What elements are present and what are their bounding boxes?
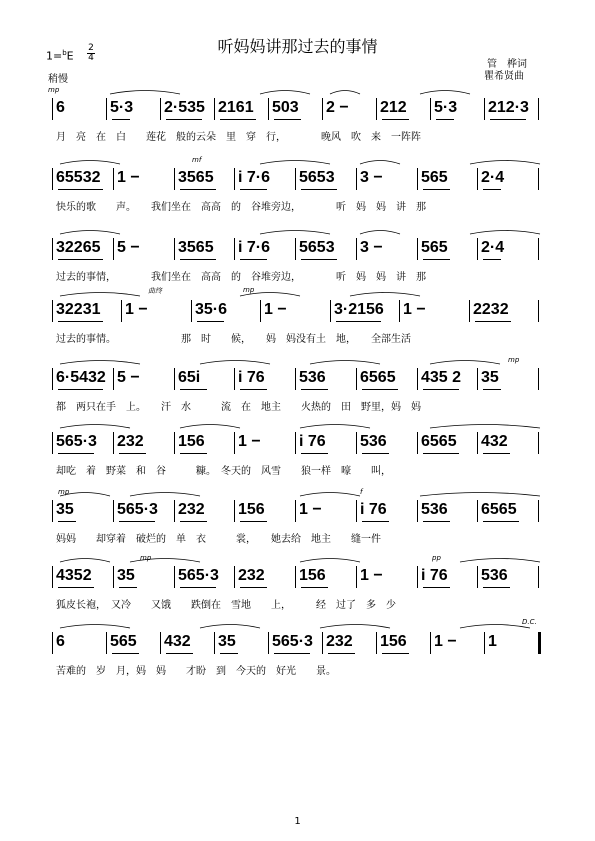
- bar-line: [174, 500, 175, 522]
- note-group: 503: [272, 99, 299, 116]
- bar-line: [113, 368, 114, 390]
- dynamic-mark: mp: [58, 488, 70, 496]
- note-group: 1 −: [434, 633, 457, 650]
- note-group: 232: [117, 433, 144, 450]
- note-group: 432: [164, 633, 191, 650]
- bar-line: [399, 300, 400, 322]
- beam-line: [119, 453, 146, 454]
- bar-line: [268, 98, 269, 120]
- bar-line: [121, 300, 122, 322]
- bar-line: [295, 500, 296, 522]
- bar-line: [174, 168, 175, 190]
- slur-arc: [420, 91, 470, 95]
- note-group: 32231: [56, 301, 101, 318]
- beam-line: [240, 587, 267, 588]
- note-group: 565·3: [272, 633, 313, 650]
- note-group: 1 −: [117, 169, 140, 186]
- key-note: E: [66, 49, 74, 63]
- note-group: 232: [326, 633, 353, 650]
- bar-line: [106, 632, 107, 654]
- bar-line: [52, 98, 53, 120]
- beam-line: [423, 259, 450, 260]
- note-group: 5 −: [117, 369, 140, 386]
- note-group: 3 −: [360, 169, 383, 186]
- beam-line: [240, 259, 267, 260]
- note-group: 3 −: [360, 239, 383, 256]
- beam-line: [112, 119, 130, 120]
- note-group: 6: [56, 633, 65, 650]
- note-group: 5·3: [110, 99, 134, 116]
- bar-line: [356, 168, 357, 190]
- beam-line: [483, 389, 501, 390]
- lyric-line: 妈妈 却穿着 破烂的 单 衣 裳， 她去给 地主 缝一件: [56, 534, 381, 545]
- tempo-marking: 稍慢: [48, 74, 68, 85]
- bar-line: [417, 566, 418, 588]
- note-group: 35: [117, 567, 135, 584]
- bar-line: [469, 300, 470, 322]
- beam-line: [220, 653, 238, 654]
- dynamic-mark: mf: [192, 156, 202, 164]
- beam-line: [58, 389, 103, 390]
- beam-line: [475, 321, 511, 322]
- note-group: 3·2156: [334, 301, 384, 318]
- note-group: 2161: [218, 99, 254, 116]
- bar-line: [477, 168, 478, 190]
- bar-line: [417, 432, 418, 454]
- note-group: 156: [178, 433, 205, 450]
- beam-line: [166, 653, 193, 654]
- beam-line: [483, 259, 501, 260]
- bar-line: [113, 500, 114, 522]
- bar-line: [160, 98, 161, 120]
- bar-line: [106, 98, 107, 120]
- bar-line: [160, 632, 161, 654]
- bar-line: [214, 632, 215, 654]
- bar-line: [356, 500, 357, 522]
- beam-line: [423, 453, 459, 454]
- bar-line: [295, 432, 296, 454]
- bar-line: [322, 98, 323, 120]
- bar-line: [538, 566, 539, 588]
- note-group: 5 −: [117, 239, 140, 256]
- bar-line: [234, 238, 235, 260]
- note-group: 1 −: [125, 301, 148, 318]
- song-title: 听妈妈讲那过去的事情: [217, 37, 378, 56]
- beam-line: [362, 521, 389, 522]
- dynamic-mark: mp: [508, 356, 520, 364]
- note-group: 565: [421, 169, 448, 186]
- beam-line: [483, 453, 510, 454]
- note-group: 3565: [178, 169, 214, 186]
- bar-line: [113, 566, 114, 588]
- note-group: 3565: [178, 239, 214, 256]
- bar-line: [356, 368, 357, 390]
- note-group: i 7·6: [238, 169, 271, 186]
- bar-line: [52, 500, 53, 522]
- note-group: 156: [380, 633, 407, 650]
- slur-arc: [110, 91, 180, 95]
- beam-line: [58, 259, 103, 260]
- bar-line: [191, 300, 192, 322]
- note-group: 35: [218, 633, 236, 650]
- note-group: 6565: [481, 501, 517, 518]
- bar-line: [295, 368, 296, 390]
- note-group: 156: [238, 501, 265, 518]
- note-group: 1 −: [238, 433, 261, 450]
- note-group: i 76: [421, 567, 448, 584]
- bar-line: [538, 98, 539, 120]
- bar-line: [477, 566, 478, 588]
- bar-line: [174, 432, 175, 454]
- bar-line: [330, 300, 331, 322]
- bar-line: [538, 300, 539, 322]
- bar-line: [295, 566, 296, 588]
- meter-top: 2: [88, 43, 94, 53]
- bar-line: [356, 432, 357, 454]
- beam-line: [382, 119, 409, 120]
- beam-line: [483, 587, 510, 588]
- bar-line: [260, 300, 261, 322]
- bar-line: [430, 632, 431, 654]
- bar-line: [52, 632, 53, 654]
- bar-line: [113, 432, 114, 454]
- bar-line: [417, 168, 418, 190]
- beam-line: [180, 453, 207, 454]
- bar-line: [52, 566, 53, 588]
- note-group: 65i: [178, 369, 201, 386]
- beam-line: [301, 453, 328, 454]
- beam-line: [58, 521, 76, 522]
- beam-line: [166, 119, 202, 120]
- bar-line: [538, 238, 539, 260]
- beam-line: [336, 321, 381, 322]
- lyric-line: 快乐的歌 声。 我们坐在 高高 的 谷堆旁边， 听 妈 妈 讲 那: [56, 202, 426, 213]
- bar-line: [52, 168, 53, 190]
- note-group: 536: [481, 567, 508, 584]
- bar-line: [538, 432, 539, 454]
- note-group: 565: [110, 633, 137, 650]
- note-group: 536: [421, 501, 448, 518]
- bar-line: [174, 368, 175, 390]
- beam-line: [423, 189, 450, 190]
- slur-arc: [260, 91, 310, 95]
- bar-line: [52, 300, 53, 322]
- bar-line: [52, 238, 53, 260]
- note-group: 35·6: [195, 301, 228, 318]
- beam-line: [180, 189, 216, 190]
- beam-line: [240, 389, 267, 390]
- note-group: 2·4: [481, 169, 505, 186]
- bar-line: [376, 98, 377, 120]
- beam-line: [423, 587, 450, 588]
- dynamic-mark: f: [360, 488, 363, 496]
- beam-line: [328, 653, 355, 654]
- bar-line: [484, 632, 485, 654]
- bar-line: [417, 238, 418, 260]
- bar-line: [52, 368, 53, 390]
- note-group: 156: [299, 567, 326, 584]
- slur-arc: [330, 91, 360, 95]
- beam-line: [180, 587, 216, 588]
- note-group: 1 −: [360, 567, 383, 584]
- bar-line: [376, 632, 377, 654]
- beam-line: [240, 521, 267, 522]
- key-signature: [46, 49, 74, 63]
- bar-line: [484, 98, 485, 120]
- note-group: 4352: [56, 567, 92, 584]
- note-group: 6565: [421, 433, 457, 450]
- beam-line: [301, 259, 337, 260]
- beam-line: [301, 189, 337, 190]
- beam-line: [483, 521, 519, 522]
- note-group: 536: [299, 369, 326, 386]
- beam-line: [362, 389, 398, 390]
- bar-line: [477, 368, 478, 390]
- dynamic-mark: 曲终: [148, 287, 162, 295]
- bar-line: [174, 566, 175, 588]
- lyric-line: 过去的事情。 那 时 候， 妈 妈没有土 地， 全部生活: [56, 334, 411, 345]
- lyric-line: 苦难的 岁 月，妈 妈 才盼 到 今天的 好光 景。: [56, 666, 336, 677]
- note-group: 212: [380, 99, 407, 116]
- note-group: 432: [481, 433, 508, 450]
- beam-line: [382, 653, 409, 654]
- note-group: 1 −: [264, 301, 287, 318]
- note-group: 1 −: [299, 501, 322, 518]
- note-group: 565·3: [56, 433, 97, 450]
- bar-line: [417, 368, 418, 390]
- bar-line: [234, 566, 235, 588]
- note-group: 6·5432: [56, 369, 106, 386]
- beam-line: [301, 389, 328, 390]
- composer-credit: 瞿希贤曲: [484, 71, 524, 82]
- bar-line: [477, 238, 478, 260]
- note-group: 5653: [299, 169, 335, 186]
- beam-line: [423, 389, 459, 390]
- beam-line: [180, 521, 207, 522]
- beam-line: [240, 189, 267, 190]
- note-group: 435 2: [421, 369, 462, 386]
- beam-line: [483, 189, 501, 190]
- meter-bottom: 4: [88, 53, 94, 63]
- beam-line: [112, 653, 139, 654]
- note-group: i 76: [360, 501, 387, 518]
- note-group: 232: [178, 501, 205, 518]
- dynamic-mark: D.C.: [522, 618, 537, 626]
- beam-line: [180, 259, 216, 260]
- bar-line: [234, 168, 235, 190]
- note-group: 232: [238, 567, 265, 584]
- note-group: 1: [488, 633, 497, 650]
- bar-line: [538, 500, 539, 522]
- note-group: 6565: [360, 369, 396, 386]
- beam-line: [274, 119, 301, 120]
- lyric-line: 月 亮 在 白 莲花 般的云朵 里 穿 行， 晚风 吹 来 一阵阵: [56, 132, 421, 143]
- bar-line: [234, 500, 235, 522]
- lyric-line: 都 两只在手 上。 汗 水 流 在 地主 火热的 田 野里，妈 妈: [56, 402, 421, 413]
- dynamic-mark: pp: [432, 554, 441, 562]
- bar-line: [52, 432, 53, 454]
- bar-line: [295, 168, 296, 190]
- dynamic-mark: mp: [140, 554, 152, 562]
- beam-line: [58, 587, 94, 588]
- beam-line: [58, 189, 103, 190]
- beam-line: [301, 587, 328, 588]
- beam-line: [436, 119, 454, 120]
- note-group: 6: [56, 99, 65, 116]
- beam-line: [180, 389, 207, 390]
- bar-line: [234, 368, 235, 390]
- note-group: 32265: [56, 239, 101, 256]
- bar-line: [113, 168, 114, 190]
- bar-line: [113, 238, 114, 260]
- lyric-line: 狐皮长袍， 又冷 又饿 跌倒在 雪地 上， 经 过了 多 少: [56, 600, 396, 611]
- key-prefix: 1=: [46, 49, 63, 63]
- note-group: 5653: [299, 239, 335, 256]
- note-group: 536: [360, 433, 387, 450]
- bar-line: [322, 632, 323, 654]
- beam-line: [197, 321, 224, 322]
- score-system-9: [0, 618, 595, 720]
- bar-line: [477, 432, 478, 454]
- bar-line: [356, 566, 357, 588]
- beam-line: [490, 119, 526, 120]
- note-group: 5·3: [434, 99, 458, 116]
- bar-line: [417, 500, 418, 522]
- bar-line: [295, 238, 296, 260]
- note-group: 35: [56, 501, 74, 518]
- bar-line: [538, 632, 541, 654]
- bar-line: [538, 368, 539, 390]
- bar-line: [234, 432, 235, 454]
- beam-line: [274, 653, 310, 654]
- bar-line: [268, 632, 269, 654]
- beam-line: [58, 321, 103, 322]
- note-group: i 76: [238, 369, 265, 386]
- note-group: 2232: [473, 301, 509, 318]
- lyric-line: 却吃 着 野菜 和 谷 糠。 冬天的 风雪 狼一样 嚎 叫，: [56, 466, 391, 477]
- bar-line: [174, 238, 175, 260]
- note-group: 35: [481, 369, 499, 386]
- key-flat: b: [62, 49, 67, 57]
- dynamic-mark: mp: [243, 286, 255, 294]
- bar-line: [214, 98, 215, 120]
- time-signature: [86, 44, 96, 63]
- note-group: 212·3: [488, 99, 529, 116]
- note-group: 565·3: [178, 567, 219, 584]
- beam-line: [220, 119, 256, 120]
- note-group: 565·3: [117, 501, 158, 518]
- beam-line: [362, 453, 389, 454]
- page-number: 1: [294, 816, 301, 827]
- bar-line: [538, 168, 539, 190]
- note-group: 1 −: [403, 301, 426, 318]
- beam-line: [119, 587, 137, 588]
- note-group: 2·535: [164, 99, 205, 116]
- bar-line: [430, 98, 431, 120]
- beam-line: [58, 453, 94, 454]
- note-group: i 7·6: [238, 239, 271, 256]
- note-group: i 76: [299, 433, 326, 450]
- lyricist-credit: 管 桦词: [487, 59, 527, 70]
- beam-line: [119, 521, 155, 522]
- bar-line: [477, 500, 478, 522]
- note-group: 565: [421, 239, 448, 256]
- note-group: 2 −: [326, 99, 349, 116]
- dynamic-mark: mp: [48, 86, 60, 94]
- note-group: 65532: [56, 169, 101, 186]
- bar-line: [356, 238, 357, 260]
- note-group: 2·4: [481, 239, 505, 256]
- beam-line: [423, 521, 450, 522]
- lyric-line: 过去的事情， 我们坐在 高高 的 谷堆旁边， 听 妈 妈 讲 那: [56, 272, 426, 283]
